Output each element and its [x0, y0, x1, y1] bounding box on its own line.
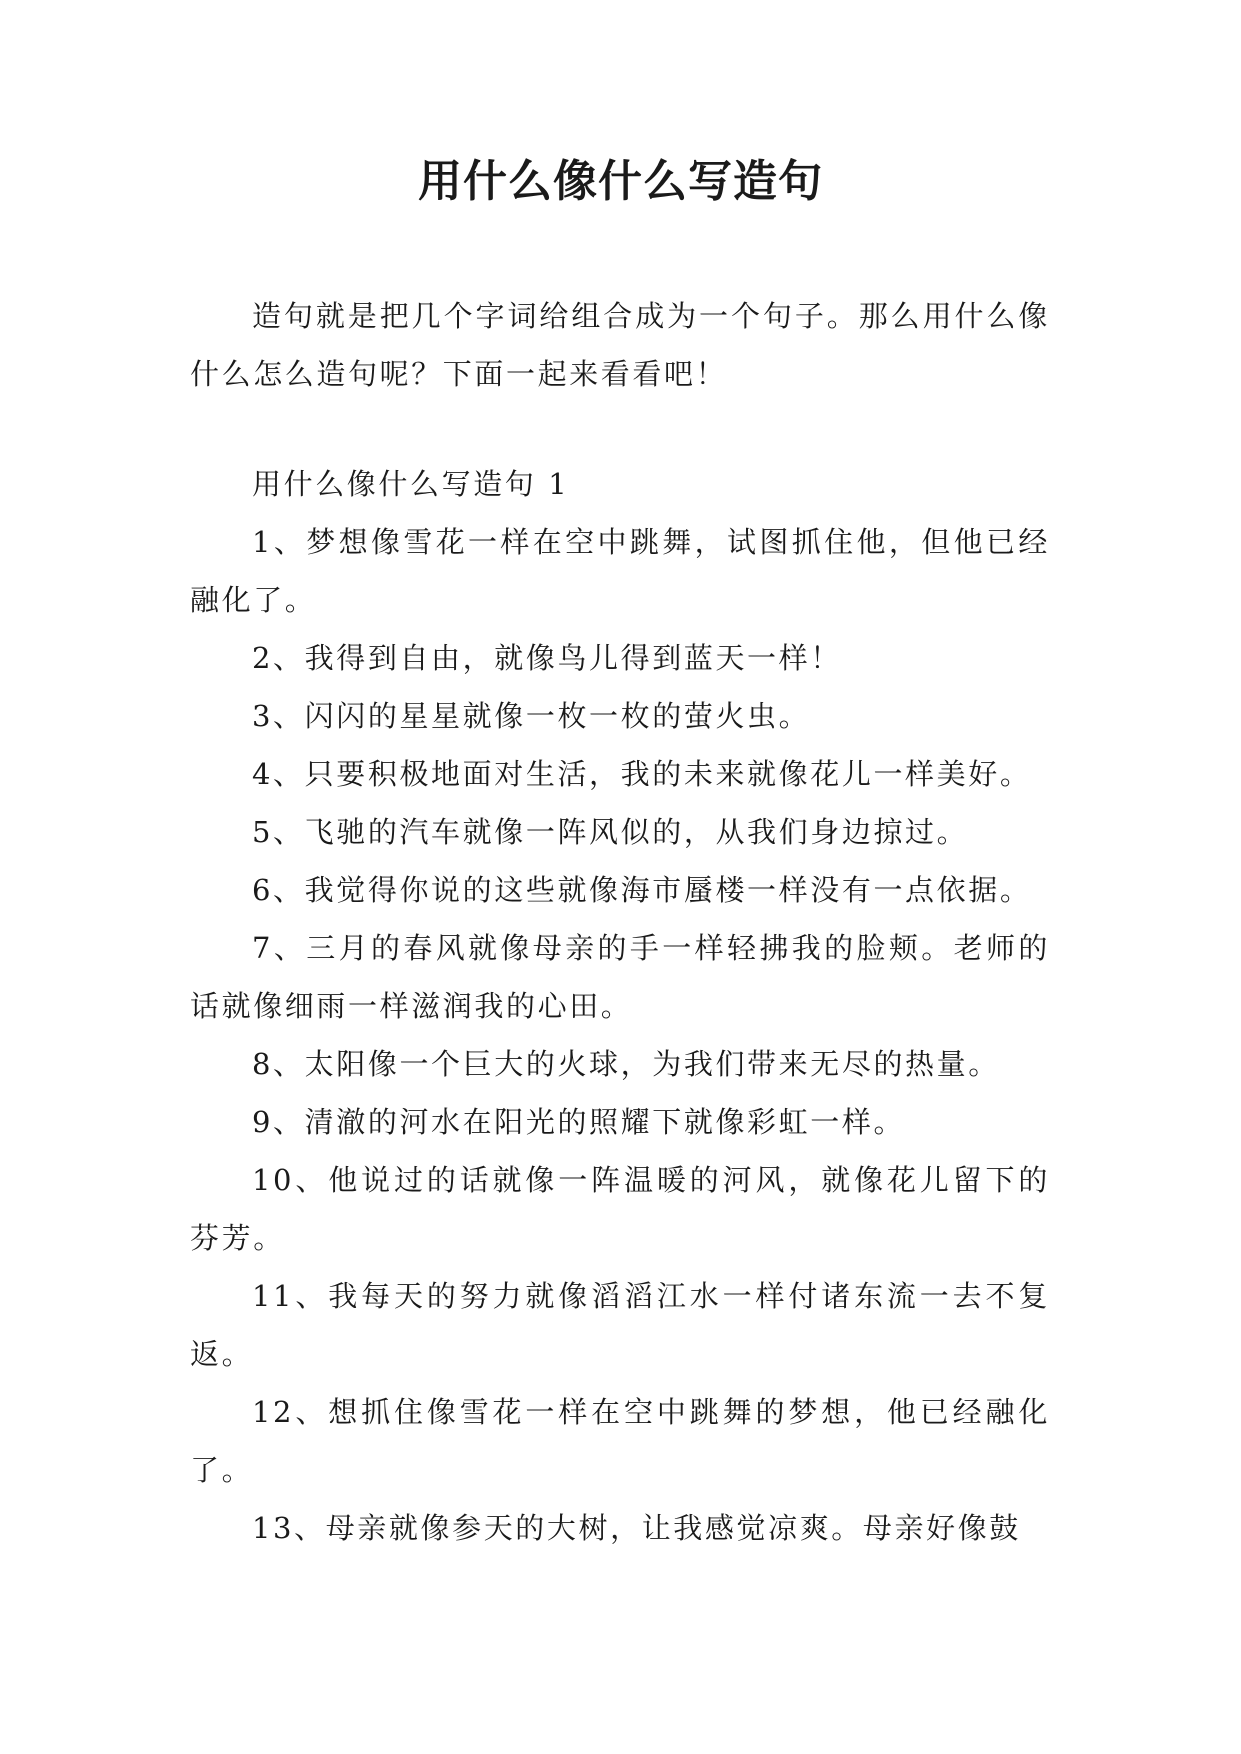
sentence-item: 12、想抓住像雪花一样在空中跳舞的梦想，他已经融化了。	[190, 1395, 1050, 1487]
sentence-item: 2、我得到自由，就像鸟儿得到蓝天一样！	[252, 641, 842, 675]
document-title: 用什么像什么写造句	[418, 156, 823, 207]
sentence-item: 11、我每天的努力就像滔滔江水一样付诸东流一去不复返。	[190, 1279, 1050, 1371]
sentence-item: 10、他说过的话就像一阵温暖的河风，就像花儿留下的芬芳。	[190, 1163, 1050, 1255]
document-body	[190, 287, 1050, 1557]
sentence-item: 8、太阳像一个巨大的火球，为我们带来无尽的热量。	[252, 1047, 1000, 1081]
section-heading: 用什么像什么写造句 1	[252, 467, 570, 501]
sentence-item: 9、清澈的河水在阳光的照耀下就像彩虹一样。	[252, 1105, 906, 1139]
sentence-item: 1、梦想像雪花一样在空中跳舞，试图抓住他，但他已经融化了。	[190, 525, 1050, 617]
sentence-item: 5、飞驰的汽车就像一阵风似的，从我们身边掠过。	[252, 815, 969, 849]
sentence-item: 6、我觉得你说的这些就像海市蜃楼一样没有一点依据。	[252, 873, 1032, 907]
intro-paragraph: 造句就是把几个字词给组合成为一个句子。那么用什么像什么怎么造句呢？下面一起来看看吧！	[190, 299, 1050, 391]
sentence-item: 4、只要积极地面对生活，我的未来就像花儿一样美好。	[252, 757, 1032, 791]
sentence-item: 13、母亲就像参天的大树，让我感觉凉爽。母亲好像鼓	[252, 1511, 1021, 1545]
sentence-item: 3、闪闪的星星就像一枚一枚的萤火虫。	[252, 699, 811, 733]
sentence-item: 7、三月的春风就像母亲的手一样轻拂我的脸颊。老师的话就像细雨一样滋润我的心田。	[190, 931, 1050, 1023]
